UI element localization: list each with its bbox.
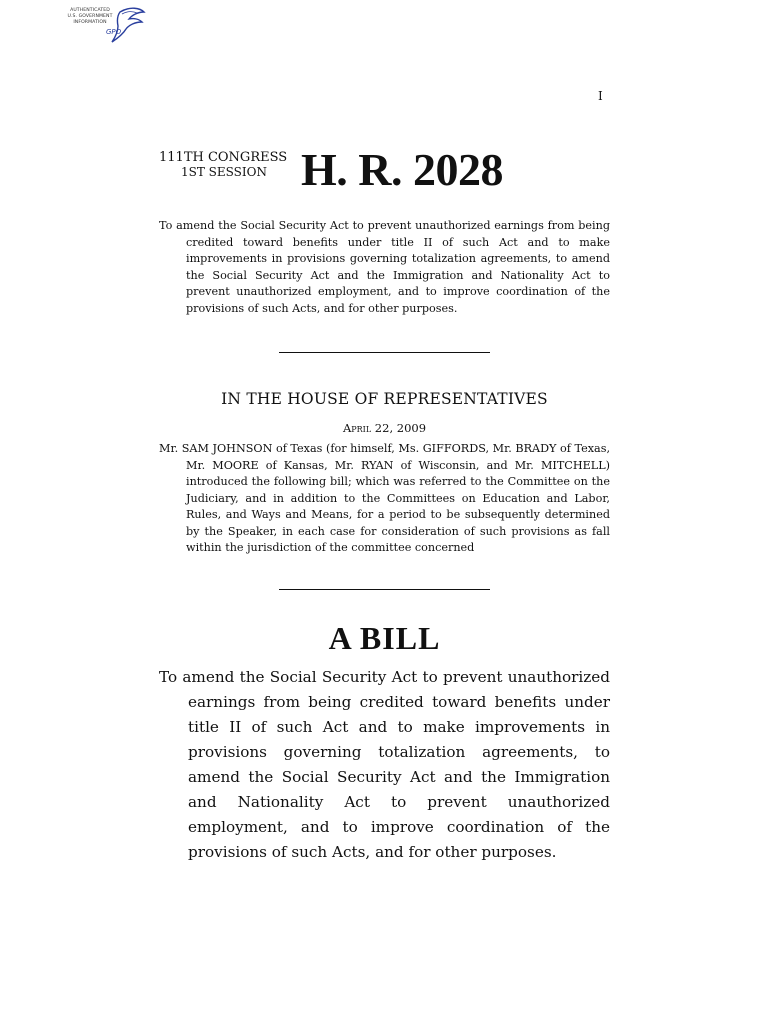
bill-heading: A BILL xyxy=(328,620,441,656)
seal-text-authenticated: AUTHENTICATED xyxy=(70,8,110,13)
divider-rule xyxy=(279,589,490,590)
congress-label: 111TH CONGRESS xyxy=(159,150,288,165)
divider-rule xyxy=(279,352,490,353)
long-title-text: To amend the Social Security Act to prevent unauthorized earnings from being credited toward benefits under title II of such Act and to make improvements in provisions governing totalization agreements, to amend the Social Security Act and the Immigration and Nationality Act to prevent unauthorized employment, and to improve coordination of the provisions of such Acts, and for other purposes. xyxy=(159,668,610,861)
sponsor-text: Mr. SAM JOHNSON of Texas (for himself, Ms. GIFFORDS, Mr. BRADY of Texas, Mr. MOORE of Kansas, Mr. RYAN of Wisconsin, and Mr. MITCHELL) introduced the following bill; which was referred to the Committee on the Judiciary, and in addition to the Committees on Education and Labor, Rules, and Ways and Means, for a period to be subsequently determined by the Speaker, in each case for consideration of such provisions as fall within the jurisdiction of the committee concerned xyxy=(159,442,610,554)
short-title-text: To amend the Social Security Act to prevent unauthorized earnings from being credited toward benefits under title II of such Act and to make improvements in provisions governing totalization agreements, to amend the Social Security Act and the Immigration and Nationality Act to prevent unauthorized employment, and to improve coordination of the provisions of such Acts, and for other purposes. xyxy=(159,219,610,315)
page-marker: I xyxy=(598,89,603,103)
sponsor-paragraph xyxy=(159,441,610,557)
short-title-paragraph xyxy=(159,218,610,317)
gpo-authentication-seal xyxy=(60,4,150,46)
bill-number: H. R. 2028 xyxy=(301,144,503,195)
seal-text-information: INFORMATION xyxy=(73,20,107,25)
seal-text-government: U.S. GOVERNMENT xyxy=(67,14,113,19)
long-title-paragraph xyxy=(159,665,610,865)
session-label: 1ST SESSION xyxy=(181,165,267,179)
congress-session-block xyxy=(159,150,287,180)
seal-gpo-mark: GPO xyxy=(106,28,122,36)
introduction-date: April 22, 2009 xyxy=(342,421,427,435)
chamber-heading: IN THE HOUSE OF REPRESENTATIVES xyxy=(221,390,548,408)
